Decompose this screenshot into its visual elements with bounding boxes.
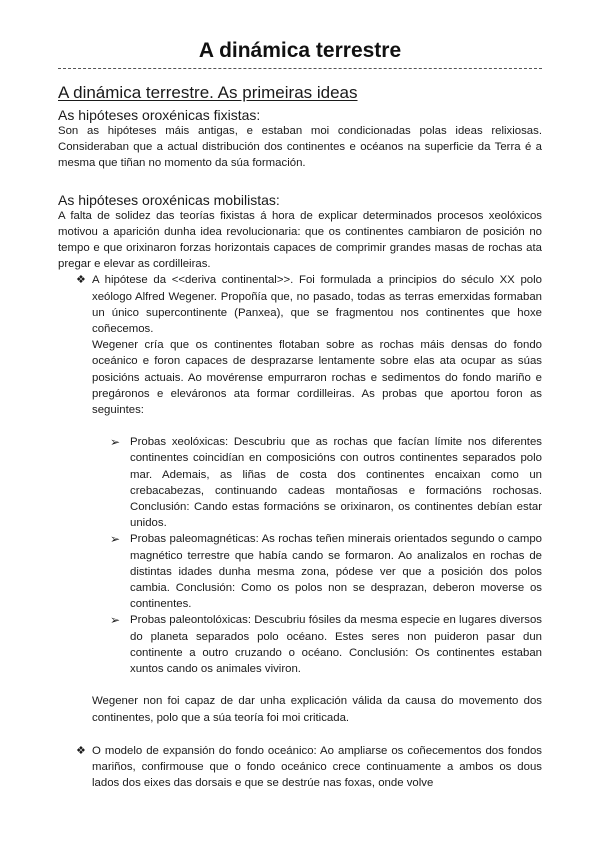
arrow-bullet-icon: ➢ [110,613,121,628]
proof-item-geological [58,434,542,531]
seafloor-paragraph: O modelo de expansión do fondo oceánico: Ao ampliarse os coñecementos dos fondos mariños, confirmouse que o fondo oceánico crece continuamente a ambos os dous lados dos eixes das dorsais e que se destrúe nas foxas, onde volve [92,744,542,790]
drift-closing [58,693,542,725]
proof-text: Probas xeolóxicas: Descubriu que as rochas que facían límite nos diferentes continentes coincidían en composicións con outros continentes separados polo mar. Ademais, as liñas de costa dos continentes encaixan como un crebacabezas, continuando cadeas montañosas e formacións rochosas. Conclusión: Cando estas formacións se orixinaron, os continentes debían estar unidos. [130,436,542,530]
fixist-heading: As hipóteses oroxénicas fixistas: [58,107,261,123]
drift-paragraph-1: A hipótese da <<deriva continental>>. Foi formulada a principios do século XX polo xeólogo Alfred Wegener. Propoñía que, no pasado, todas as terras emerxidas formaban un único supercontinente (Panxea), que se fragmentou nos continentes que hoxe coñecemos. [92,274,542,336]
proof-text: Probas paleomagnéticas: As rochas teñen minerais orientados segundo o campo magnético terrestre que había cando se formaron. Ao analizalos en rochas de distintas idades dunha mesma zona, pódese ver que a posición dos polos cambia. Conclusión: Como os polos non se desprazan, deberon moverse os continentes. [130,533,542,611]
proofs-list [58,434,542,677]
dashed-divider [58,68,542,69]
fixist-paragraph: Son as hipóteses máis antigas, e estaban moi condicionadas polas ideas relixiosas. Consideraban que a actual distribución dos continentes e océanos na superficie da Terra é a mesma que tiñan no momento da súa formación. [58,125,542,170]
arrow-bullet-icon: ➢ [110,435,121,450]
drift-paragraph-2: Wegener cría que os continentes flotaban sobre as rochas máis densas do fondo oceánico e foron capaces de desprazarse lentamente sobre elas ata ocupar as súas posicións actuais. Ao movérense empurraron rochas e sedimentos do fondo mariño e pregáronos e eleváronos ata formar cordilleiras. As probas que aportou foron as seguintes: [92,339,542,417]
document-page [58,36,542,791]
seafloor-bullet-item [58,743,542,792]
proof-item-paleomagnetic [58,531,542,612]
drift-bullet-item [58,272,542,418]
diamond-bullet-icon: ❖ [76,744,86,757]
mobilist-heading: As hipóteses oroxénicas mobilistas: [58,191,280,208]
mobilist-intro: A falta de solidez das teorías fixistas á hora de explicar determinados procesos xeolóxicos motivou a aparición dunha idea revolucionaria: que os continentes cambiaron de posición no tempo e que orixinaron forzas horizontais capaces de comprimir grandes masas de rochas ata pregar e elevar as cordilleiras. [58,209,542,271]
proof-item-paleontological [58,612,542,677]
document-title: A dinámica terrestre [198,39,402,62]
arrow-bullet-icon: ➢ [110,532,121,547]
proof-text: Probas paleontolóxicas: Descubriu fósiles da mesma especie en lugares diversos do planeta separados polo océano. Estes seres non puideron pasar dun continente a outro cruzando o océano. Conclusión: Os continentes estaban xuntos cando os animales viviron. [130,614,542,676]
drift-closing-paragraph: Wegener non foi capaz de dar unha explicación válida da causa do movemento dos continentes, polo que a súa teoría foi moi criticada. [92,695,542,724]
diamond-bullet-icon: ❖ [76,274,86,287]
section-heading: A dinámica terrestre. As primeiras ideas [58,83,358,102]
